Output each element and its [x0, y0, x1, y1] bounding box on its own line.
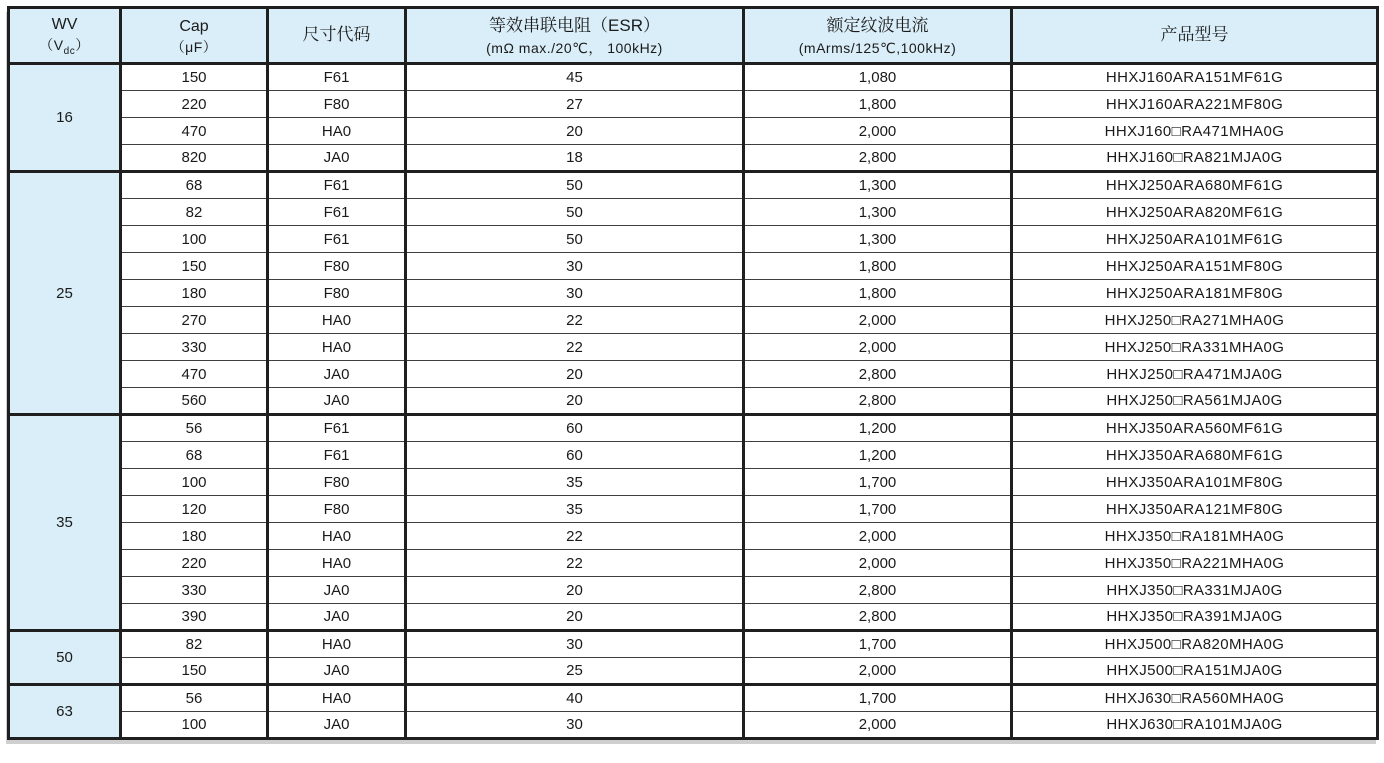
ripple-cell: 2,800	[744, 388, 1012, 415]
size-cell: F80	[268, 253, 406, 280]
ripple-header-label: 额定纹波电流	[826, 15, 929, 35]
table-row	[9, 307, 1378, 334]
size-cell: JA0	[268, 712, 406, 739]
model-cell: HHXJ250ARA151MF80G	[1012, 253, 1378, 280]
table-row	[9, 199, 1378, 226]
model-cell: HHXJ250□RA331MHA0G	[1012, 334, 1378, 361]
esr-cell: 20	[406, 361, 744, 388]
esr-cell: 20	[406, 577, 744, 604]
size-cell: F61	[268, 415, 406, 442]
esr-cell: 35	[406, 496, 744, 523]
size-cell: F61	[268, 64, 406, 91]
model-cell: HHXJ500□RA820MHA0G	[1012, 631, 1378, 658]
ripple-cell: 2,800	[744, 604, 1012, 631]
ripple-cell: 1,200	[744, 415, 1012, 442]
model-cell: HHXJ160□RA821MJA0G	[1012, 145, 1378, 172]
model-cell: HHXJ250ARA680MF61G	[1012, 172, 1378, 199]
ripple-cell: 2,800	[744, 145, 1012, 172]
model-cell: HHXJ250ARA820MF61G	[1012, 199, 1378, 226]
model-cell: HHXJ630□RA101MJA0G	[1012, 712, 1378, 739]
cap-cell: 100	[121, 469, 268, 496]
cap-cell: 68	[121, 172, 268, 199]
size-cell: JA0	[268, 145, 406, 172]
table-row	[9, 334, 1378, 361]
ripple-cell: 1,700	[744, 496, 1012, 523]
model-cell: HHXJ350ARA121MF80G	[1012, 496, 1378, 523]
table-row	[9, 685, 1378, 712]
esr-cell: 20	[406, 604, 744, 631]
size-cell: HA0	[268, 550, 406, 577]
esr-cell: 50	[406, 226, 744, 253]
esr-cell: 22	[406, 523, 744, 550]
esr-cell: 30	[406, 631, 744, 658]
size-cell: F61	[268, 199, 406, 226]
esr-cell: 18	[406, 145, 744, 172]
esr-cell: 60	[406, 442, 744, 469]
spec-table	[7, 6, 1379, 740]
size-cell: F61	[268, 226, 406, 253]
cap-cell: 150	[121, 658, 268, 685]
model-header-label: 产品型号	[1160, 25, 1229, 45]
model-cell: HHXJ160□RA471MHA0G	[1012, 118, 1378, 145]
wv-header-unit: $(V_{dc})$	[39, 37, 90, 57]
model-cell: HHXJ350□RA221MHA0G	[1012, 550, 1378, 577]
esr-cell: 60	[406, 415, 744, 442]
table-row	[9, 469, 1378, 496]
cap-cell: 56	[121, 415, 268, 442]
table-row	[9, 523, 1378, 550]
esr-cell: 35	[406, 469, 744, 496]
cap-cell: 560	[121, 388, 268, 415]
table-row	[9, 253, 1378, 280]
ripple-cell: 2,000	[744, 712, 1012, 739]
cap-cell: 56	[121, 685, 268, 712]
col-header-wv	[9, 8, 121, 64]
table-row	[9, 64, 1378, 91]
esr-cell: 30	[406, 712, 744, 739]
ripple-cell: 2,800	[744, 577, 1012, 604]
size-cell: HA0	[268, 523, 406, 550]
table-row	[9, 280, 1378, 307]
ripple-cell: 1,800	[744, 253, 1012, 280]
cap-cell: 150	[121, 253, 268, 280]
wv-group-cell: 50	[9, 631, 121, 685]
table-row	[9, 388, 1378, 415]
ripple-cell: 1,800	[744, 91, 1012, 118]
ripple-header-unit: (mArms/125℃,100kHz)	[798, 39, 957, 56]
cap-cell: 82	[121, 631, 268, 658]
ripple-cell: 1,800	[744, 280, 1012, 307]
cap-cell: 270	[121, 307, 268, 334]
cap-cell: 150	[121, 64, 268, 91]
size-cell: HA0	[268, 685, 406, 712]
ripple-cell: 2,000	[744, 523, 1012, 550]
table-row	[9, 577, 1378, 604]
cap-cell: 330	[121, 334, 268, 361]
cap-cell: 180	[121, 280, 268, 307]
table-header	[9, 8, 1378, 64]
wv-group-cell: 35	[9, 415, 121, 631]
model-cell: HHXJ250□RA561MJA0G	[1012, 388, 1378, 415]
esr-cell: 30	[406, 280, 744, 307]
model-cell: HHXJ350□RA181MHA0G	[1012, 523, 1378, 550]
size-cell: JA0	[268, 361, 406, 388]
wv-group-cell: 25	[9, 172, 121, 415]
model-cell: HHXJ350ARA101MF80G	[1012, 469, 1378, 496]
esr-cell: 27	[406, 91, 744, 118]
esr-cell: 50	[406, 172, 744, 199]
datasheet-page	[7, 6, 1378, 740]
model-cell: HHXJ630□RA560MHA0G	[1012, 685, 1378, 712]
size-cell: HA0	[268, 118, 406, 145]
cap-cell: 330	[121, 577, 268, 604]
table-row	[9, 118, 1378, 145]
model-cell: HHXJ250ARA101MF61G	[1012, 226, 1378, 253]
ripple-cell: 1,300	[744, 226, 1012, 253]
table-row	[9, 361, 1378, 388]
ripple-cell: 2,000	[744, 658, 1012, 685]
table-row	[9, 496, 1378, 523]
wv-group-cell: 63	[9, 685, 121, 739]
table-row	[9, 91, 1378, 118]
cap-cell: 820	[121, 145, 268, 172]
model-cell: HHXJ160ARA221MF80G	[1012, 91, 1378, 118]
wv-header-label: WV	[51, 16, 78, 33]
model-cell: HHXJ350ARA560MF61G	[1012, 415, 1378, 442]
esr-cell: 22	[406, 550, 744, 577]
header-row	[9, 8, 1378, 64]
esr-cell: 45	[406, 64, 744, 91]
col-header-size-code	[268, 8, 406, 64]
model-cell: HHXJ160ARA151MF61G	[1012, 64, 1378, 91]
size-cell: JA0	[268, 577, 406, 604]
model-cell: HHXJ250ARA181MF80G	[1012, 280, 1378, 307]
table-row	[9, 631, 1378, 658]
table-row	[9, 550, 1378, 577]
ripple-cell: 2,000	[744, 118, 1012, 145]
ripple-cell: 2,800	[744, 361, 1012, 388]
esr-cell: 25	[406, 658, 744, 685]
model-cell: HHXJ250□RA471MJA0G	[1012, 361, 1378, 388]
ripple-cell: 2,000	[744, 550, 1012, 577]
table-row	[9, 604, 1378, 631]
size-cell: F61	[268, 442, 406, 469]
ripple-cell: 1,300	[744, 199, 1012, 226]
table-row	[9, 172, 1378, 199]
cap-cell: 220	[121, 550, 268, 577]
size-cell: HA0	[268, 307, 406, 334]
table-body	[9, 64, 1378, 739]
cap-cell: 100	[121, 226, 268, 253]
table-row	[9, 226, 1378, 253]
esr-cell: 22	[406, 334, 744, 361]
model-cell: HHXJ350□RA391MJA0G	[1012, 604, 1378, 631]
ripple-cell: 1,700	[744, 469, 1012, 496]
ripple-cell: 2,000	[744, 307, 1012, 334]
ripple-cell: 1,080	[744, 64, 1012, 91]
size-cell: F80	[268, 91, 406, 118]
size-cell: HA0	[268, 631, 406, 658]
esr-header-label: 等效串联电阻（ESR）	[489, 15, 660, 35]
model-cell: HHXJ350ARA680MF61G	[1012, 442, 1378, 469]
ripple-cell: 1,700	[744, 685, 1012, 712]
size-cell: F80	[268, 280, 406, 307]
ripple-cell: 1,200	[744, 442, 1012, 469]
size-code-header-label: 尺寸代码	[302, 25, 371, 45]
size-cell: HA0	[268, 334, 406, 361]
size-cell: F80	[268, 496, 406, 523]
cap-cell: 220	[121, 91, 268, 118]
cap-header-label: Cap	[179, 17, 209, 35]
cap-header-unit: （μF）	[170, 38, 218, 55]
esr-cell: 20	[406, 388, 744, 415]
ripple-cell: 1,700	[744, 631, 1012, 658]
esr-cell: 20	[406, 118, 744, 145]
esr-cell: 30	[406, 253, 744, 280]
esr-cell: 22	[406, 307, 744, 334]
table-row	[9, 145, 1378, 172]
size-cell: JA0	[268, 388, 406, 415]
size-cell: F61	[268, 172, 406, 199]
cap-cell: 68	[121, 442, 268, 469]
size-cell: JA0	[268, 658, 406, 685]
size-cell: JA0	[268, 604, 406, 631]
model-cell: HHXJ250□RA271MHA0G	[1012, 307, 1378, 334]
esr-cell: 50	[406, 199, 744, 226]
cap-cell: 390	[121, 604, 268, 631]
ripple-cell: 2,000	[744, 334, 1012, 361]
cap-cell: 470	[121, 118, 268, 145]
cap-cell: 100	[121, 712, 268, 739]
col-header-cap	[121, 8, 268, 64]
cap-cell: 180	[121, 523, 268, 550]
wv-group-cell: 16	[9, 64, 121, 172]
esr-header-unit: (mΩ max./20℃， 100kHz)	[486, 39, 663, 56]
table-row	[9, 658, 1378, 685]
size-cell: F80	[268, 469, 406, 496]
cap-cell: 120	[121, 496, 268, 523]
col-header-model	[1012, 8, 1378, 64]
esr-cell: 40	[406, 685, 744, 712]
table-row	[9, 712, 1378, 739]
table-row	[9, 442, 1378, 469]
col-header-esr	[406, 8, 744, 64]
model-cell: HHXJ500□RA151MJA0G	[1012, 658, 1378, 685]
cap-cell: 470	[121, 361, 268, 388]
ripple-cell: 1,300	[744, 172, 1012, 199]
model-cell: HHXJ350□RA331MJA0G	[1012, 577, 1378, 604]
col-header-ripple	[744, 8, 1012, 64]
cap-cell: 82	[121, 199, 268, 226]
table-row	[9, 415, 1378, 442]
